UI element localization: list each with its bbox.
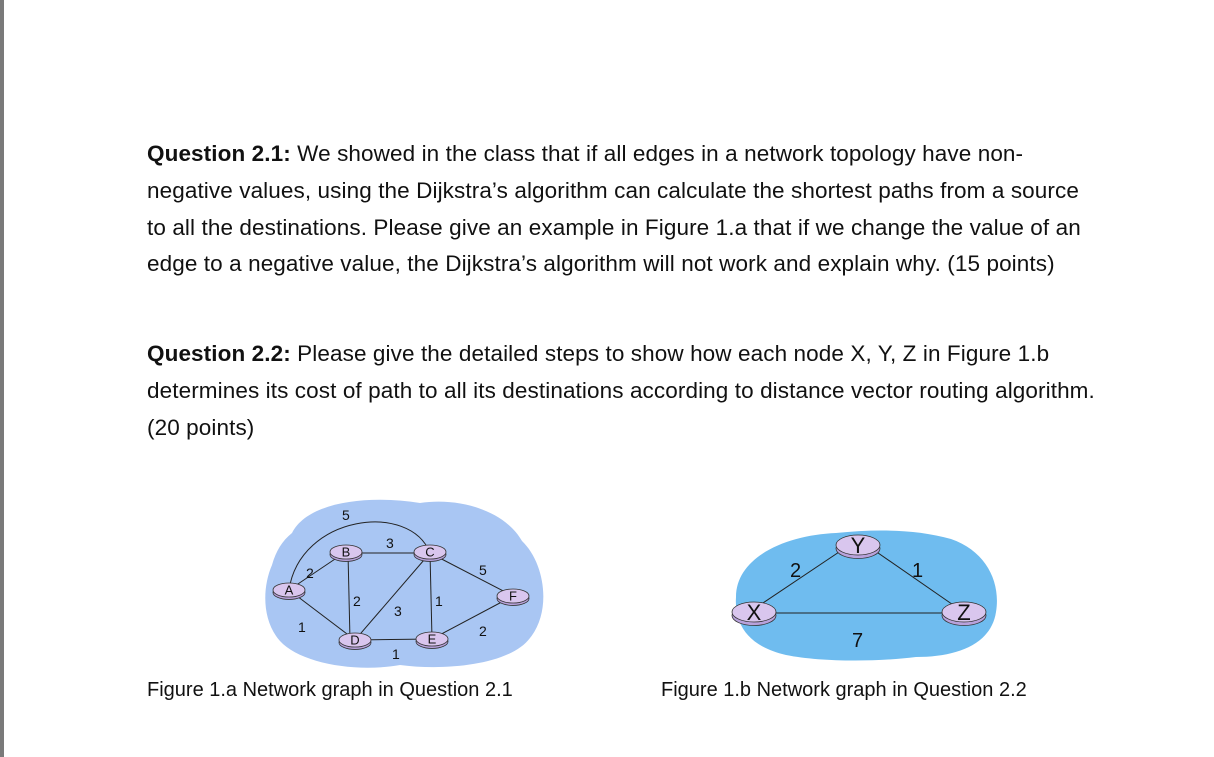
- weight-a-b: 2: [306, 565, 314, 581]
- router-e-label: E: [427, 631, 437, 647]
- weight-x-y: 2: [790, 560, 802, 582]
- figure-1b-svg: [726, 527, 1001, 667]
- router-a-label: A: [284, 582, 294, 598]
- weight-c-e: 1: [435, 593, 443, 609]
- router-b: [330, 545, 362, 562]
- figure-1a-caption: Figure 1.a Network graph in Question 2.1: [147, 679, 513, 701]
- weight-x-z: 7: [852, 630, 864, 652]
- router-f: [497, 589, 529, 606]
- weight-b-c: 3: [386, 535, 394, 551]
- router-x-label: X: [746, 599, 762, 625]
- figure-1a-svg: [260, 493, 550, 673]
- figure-1a-cloud: [265, 500, 543, 668]
- router-z-label: Z: [957, 599, 971, 625]
- router-f-label: F: [509, 588, 517, 604]
- question-2-2-text: Please give the detailed steps to show how each node X, Y, Z in Figure 1.b determines its cost of path to all its destinations according to distance vector routing algorithm. (20 points): [147, 341, 1095, 440]
- router-c-label: C: [425, 544, 435, 560]
- question-2-1-label: Question 2.1:: [147, 141, 291, 166]
- weight-c-f: 5: [479, 562, 487, 578]
- figure-1b-caption: Figure 1.b Network graph in Question 2.2: [661, 679, 1027, 701]
- figure-1b-network-graph: [726, 527, 1001, 667]
- router-b-label: B: [341, 544, 351, 560]
- weight-b-d: 2: [353, 593, 361, 609]
- weight-y-z: 1: [912, 560, 924, 582]
- router-a: [273, 583, 305, 600]
- question-2-2: [147, 336, 1097, 446]
- router-e: [416, 632, 448, 649]
- weight-a-d: 1: [298, 619, 306, 635]
- router-c: [414, 545, 446, 562]
- router-y-label: Y: [850, 532, 866, 558]
- figure-1a-network-graph: [260, 493, 550, 673]
- router-d-label: D: [350, 632, 360, 648]
- question-2-1: [147, 136, 1097, 283]
- question-2-2-label: Question 2.2:: [147, 341, 291, 366]
- weight-d-e: 1: [392, 646, 400, 662]
- weight-d-c: 3: [394, 603, 402, 619]
- weight-a-c: 5: [342, 507, 350, 523]
- weight-e-f: 2: [479, 623, 487, 639]
- router-d: [339, 633, 371, 650]
- page-left-border: [0, 0, 4, 757]
- question-2-1-text: We showed in the class that if all edges in a network topology have non-negative values, using the Dijkstra’s algorithm can calculate the shortest paths from a source to all the destinations. Please give an example in Figure 1.a that if we change the value of an edge to a negative value, the Dijkstra’s algorithm will not work and explain why. (15 points): [147, 141, 1081, 277]
